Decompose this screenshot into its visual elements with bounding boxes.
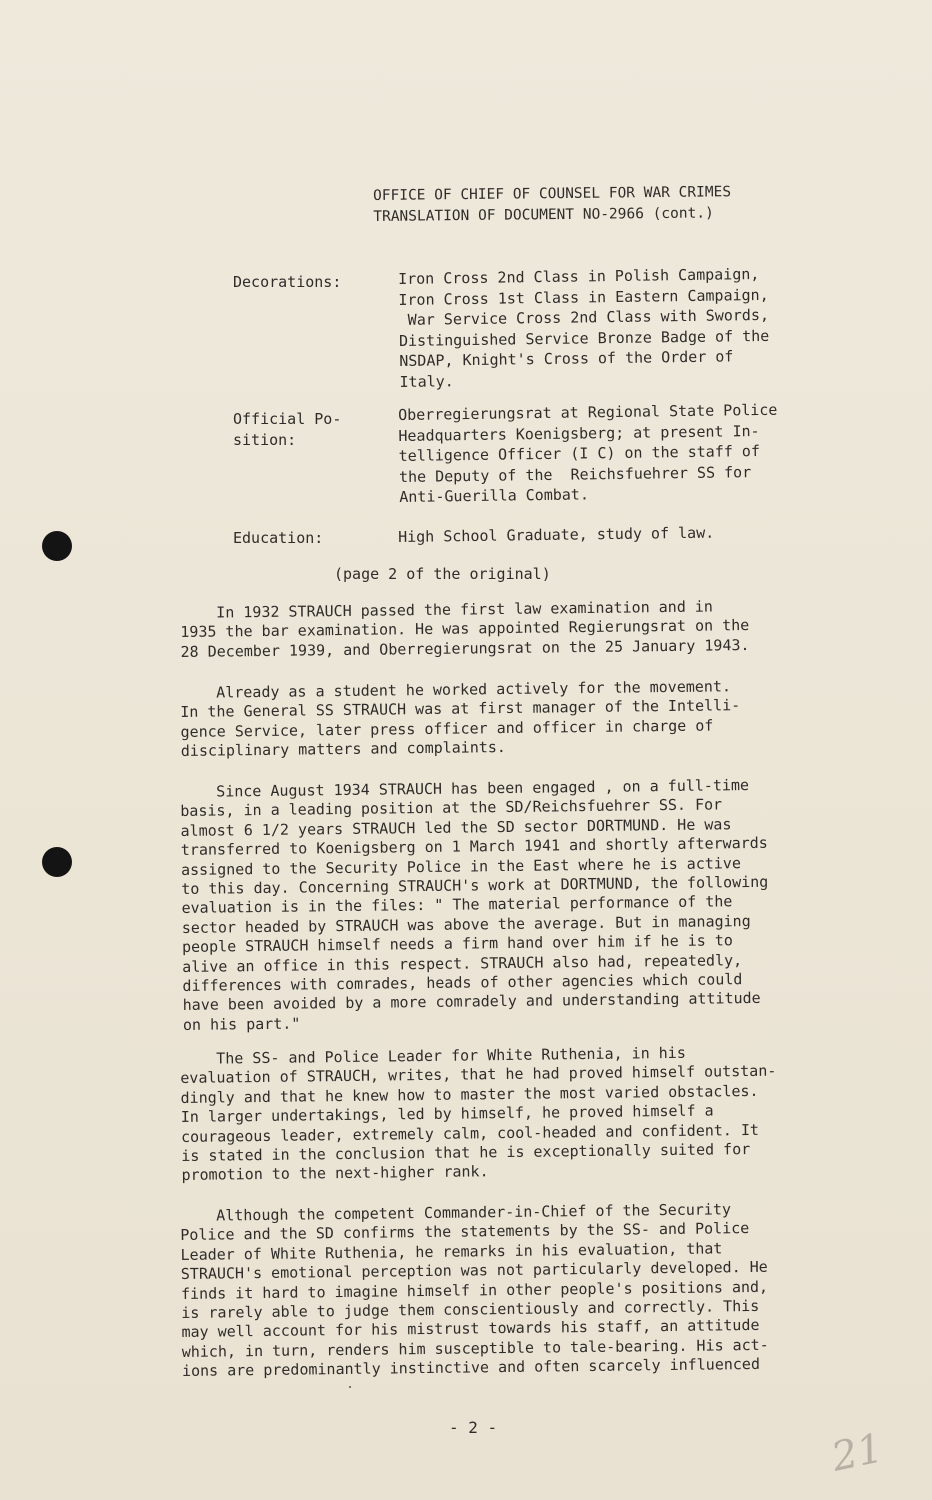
education-value: High School Graduate, study of law. <box>398 523 715 546</box>
official-position-value: Oberregierungsrat at Regional State Police Headquarters Koenigsberg; at present In- telligence Officer (I C) on the staff of the Deputy of the Reichsfuehrer SS for Anti-Guerilla Combat. <box>398 400 778 506</box>
paragraph-commander-evaluation: Although the competent Commander-in-Chief of the Security Police and the SD confirms the statements by the SS- and Police Leader of White Ruthenia, he remarks in his evaluation, that STRAUCH's emotional perception was not particularly developed. He finds it hard to imagine himself in other people's positions and, is rarely able to judge them conscientiously and correctly. This may well account for his mistrust towards his staff, an attitude which, in turn, renders him susceptible to tale-bearing. His act- ions are predominantly instinctive and often scarcely influenced <box>180 1200 769 1381</box>
decorations-value: Iron Cross 2nd Class in Polish Campaign, Iron Cross 1st Class in Eastern Campaign, War Service Cross 2nd Class with Swords, Distinguished Service Bronze Badge of the NSDAP, Knight's Cross of the Order of Italy. <box>398 264 770 391</box>
official-position-label: Official Po- sition: <box>233 410 342 449</box>
document-header <box>373 182 731 228</box>
punch-hole-top <box>42 531 72 561</box>
header-line-2: TRANSLATION OF DOCUMENT NO-2966 (cont.) <box>373 205 714 225</box>
header-line-1: OFFICE OF CHIEF OF COUNSEL FOR WAR CRIMES <box>373 184 732 204</box>
education-label: Education: <box>233 529 324 547</box>
paragraph-ruthenia-evaluation: The SS- and Police Leader for White Ruthenia, in his evaluation of STRAUCH, writes, that he had proved himself outstan- dingly and that he knew how to master the most varied obstacles. In larger undertakings, led by himself, he proved himself a courageous leader, extremely calm, cool-headed and confident. It is stated in the conclusion that he is exceptionally suited for promotion to the next-higher rank. <box>180 1043 777 1185</box>
paragraph-movement: Already as a student he worked actively for the movement. In the General SS STRAUCH was at first manager of the Intelli- gence Service, later press officer and officer in charge of disciplinary matters and complaints. <box>180 677 741 761</box>
punch-hole-bottom <box>42 847 72 877</box>
original-page-note: (page 2 of the original) <box>334 565 551 583</box>
paragraph-exams: In 1932 STRAUCH passed the first law examination and in 1935 the bar examination. He was appointed Regierungsrat on the 28 December 1939, and Oberregierungsrat on the 25 January 1943. <box>180 597 750 661</box>
handwritten-page-mark: 21 <box>827 1425 888 1481</box>
paragraph-sd-career: Since August 1934 STRAUCH has been engaged , on a full-time basis, in a leading position at the SD/Reichsfuehrer SS. For almost 6 1/2 years STRAUCH led the SD sector DORTMUND. He was transferred to Koenigsberg on 1 March 1941 and shortly afterwards assigned to the Security Police in the East where he is active to this day. Concerning STRAUCH's work at DORTMUND, the following evaluation is in the files: " The material performance of the sector headed by STRAUCH was above the average. But in managing people STRAUCH himself needs a firm hand over him if he is to alive an office in this respect. STRAUCH also had, repeatedly, differences with comrades, heads of other agencies which could have been avoided by a more comradely and understanding attitude on his part." <box>180 776 769 1034</box>
page-number: - 2 - <box>449 1418 498 1437</box>
stray-mark <box>349 1386 351 1388</box>
decorations-label: Decorations: <box>233 273 342 291</box>
